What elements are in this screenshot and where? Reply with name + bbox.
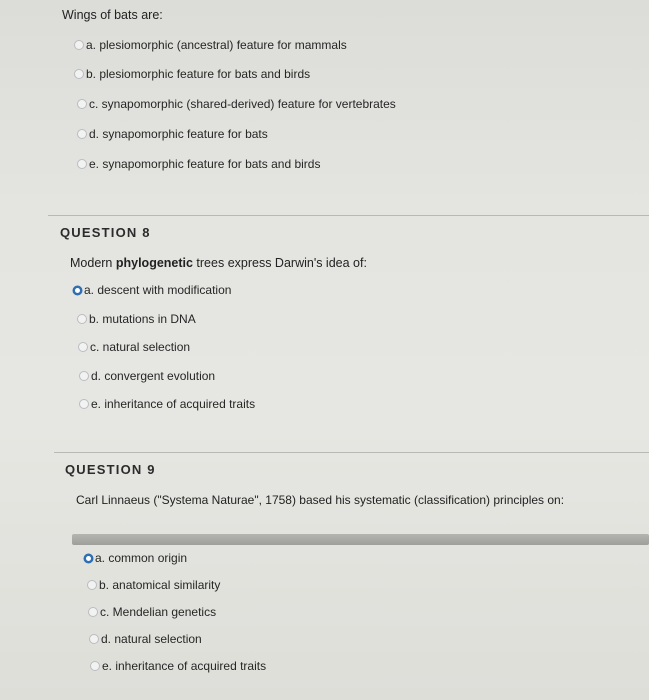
q8-option-d[interactable]: [79, 369, 215, 383]
q7-option-d-radio[interactable]: [77, 129, 87, 139]
q7-option-e-label: e. synapomorphic feature for bats and birds: [89, 157, 321, 171]
q9-option-b-label: b. anatomical similarity: [99, 578, 221, 592]
q8-option-b[interactable]: [77, 312, 196, 326]
q7-option-e[interactable]: [77, 157, 320, 171]
q8-option-c-radio[interactable]: [78, 342, 88, 352]
q8-prompt-end: trees express Darwin's idea of:: [192, 256, 367, 270]
q8-option-a-radio[interactable]: [73, 286, 82, 295]
q8-option-d-radio[interactable]: [79, 371, 89, 381]
section-divider: [54, 452, 649, 453]
q8-option-a[interactable]: [73, 283, 231, 297]
q8-option-c-label: c. natural selection: [90, 340, 191, 354]
q9-option-b-radio[interactable]: [87, 580, 97, 590]
q8-option-c[interactable]: [78, 340, 190, 354]
q9-option-d[interactable]: [89, 632, 202, 646]
question-9-heading: QUESTION 9: [65, 462, 156, 477]
question-9-prompt: Carl Linnaeus ("Systema Naturae", 1758) based his systematic (classification) principles on:: [76, 493, 565, 507]
q8-prompt-start: Modern: [70, 256, 116, 270]
q9-option-a-radio[interactable]: [84, 554, 93, 563]
q8-option-e-label: e. inheritance of acquired traits: [91, 397, 256, 411]
section-divider: [48, 215, 649, 216]
q8-option-e[interactable]: [79, 397, 255, 411]
question-8-heading: QUESTION 8: [60, 225, 151, 240]
q9-option-a-label: a. common origin: [95, 551, 188, 565]
q9-option-c-radio[interactable]: [88, 607, 98, 617]
q8-option-a-label: a. descent with modification: [84, 283, 232, 297]
q9-option-c[interactable]: [88, 605, 216, 619]
q7-option-c-radio[interactable]: [77, 99, 87, 109]
q9-option-b[interactable]: [87, 578, 220, 592]
q9-option-c-label: c. Mendelian genetics: [100, 605, 217, 619]
q7-option-b-label: b. plesiomorphic feature for bats and birds: [86, 67, 311, 81]
q9-option-e-label: e. inheritance of acquired traits: [102, 659, 267, 673]
q7-option-c-label: c. synapomorphic (shared-derived) feature for vertebrates: [89, 97, 396, 111]
q9-option-e-radio[interactable]: [90, 661, 100, 671]
q8-option-d-label: d. convergent evolution: [91, 369, 216, 383]
q8-option-e-radio[interactable]: [79, 399, 89, 409]
q8-option-b-radio[interactable]: [77, 314, 87, 324]
q7-option-d-label: d. synapomorphic feature for bats: [89, 127, 268, 141]
q7-option-e-radio[interactable]: [77, 159, 87, 169]
q7-option-b-radio[interactable]: [74, 69, 84, 79]
q7-option-d[interactable]: [77, 127, 268, 141]
q9-option-d-label: d. natural selection: [101, 632, 202, 646]
horizontal-scrollbar[interactable]: [72, 534, 649, 545]
q7-option-a-label: a. plesiomorphic (ancestral) feature for mammals: [86, 38, 347, 52]
q7-option-b[interactable]: [74, 67, 310, 81]
q7-option-c[interactable]: [77, 97, 396, 111]
q9-option-a[interactable]: [84, 551, 187, 565]
q8-option-b-label: b. mutations in DNA: [89, 312, 196, 326]
q7-option-a[interactable]: [74, 38, 347, 52]
q8-prompt-keyword: phylogenetic: [115, 256, 193, 270]
question-7-prompt: Wings of bats are:: [62, 8, 163, 22]
q7-option-a-radio[interactable]: [74, 40, 84, 50]
q9-option-d-radio[interactable]: [89, 634, 99, 644]
q9-option-e[interactable]: [90, 659, 266, 673]
question-8-prompt: [70, 256, 367, 270]
